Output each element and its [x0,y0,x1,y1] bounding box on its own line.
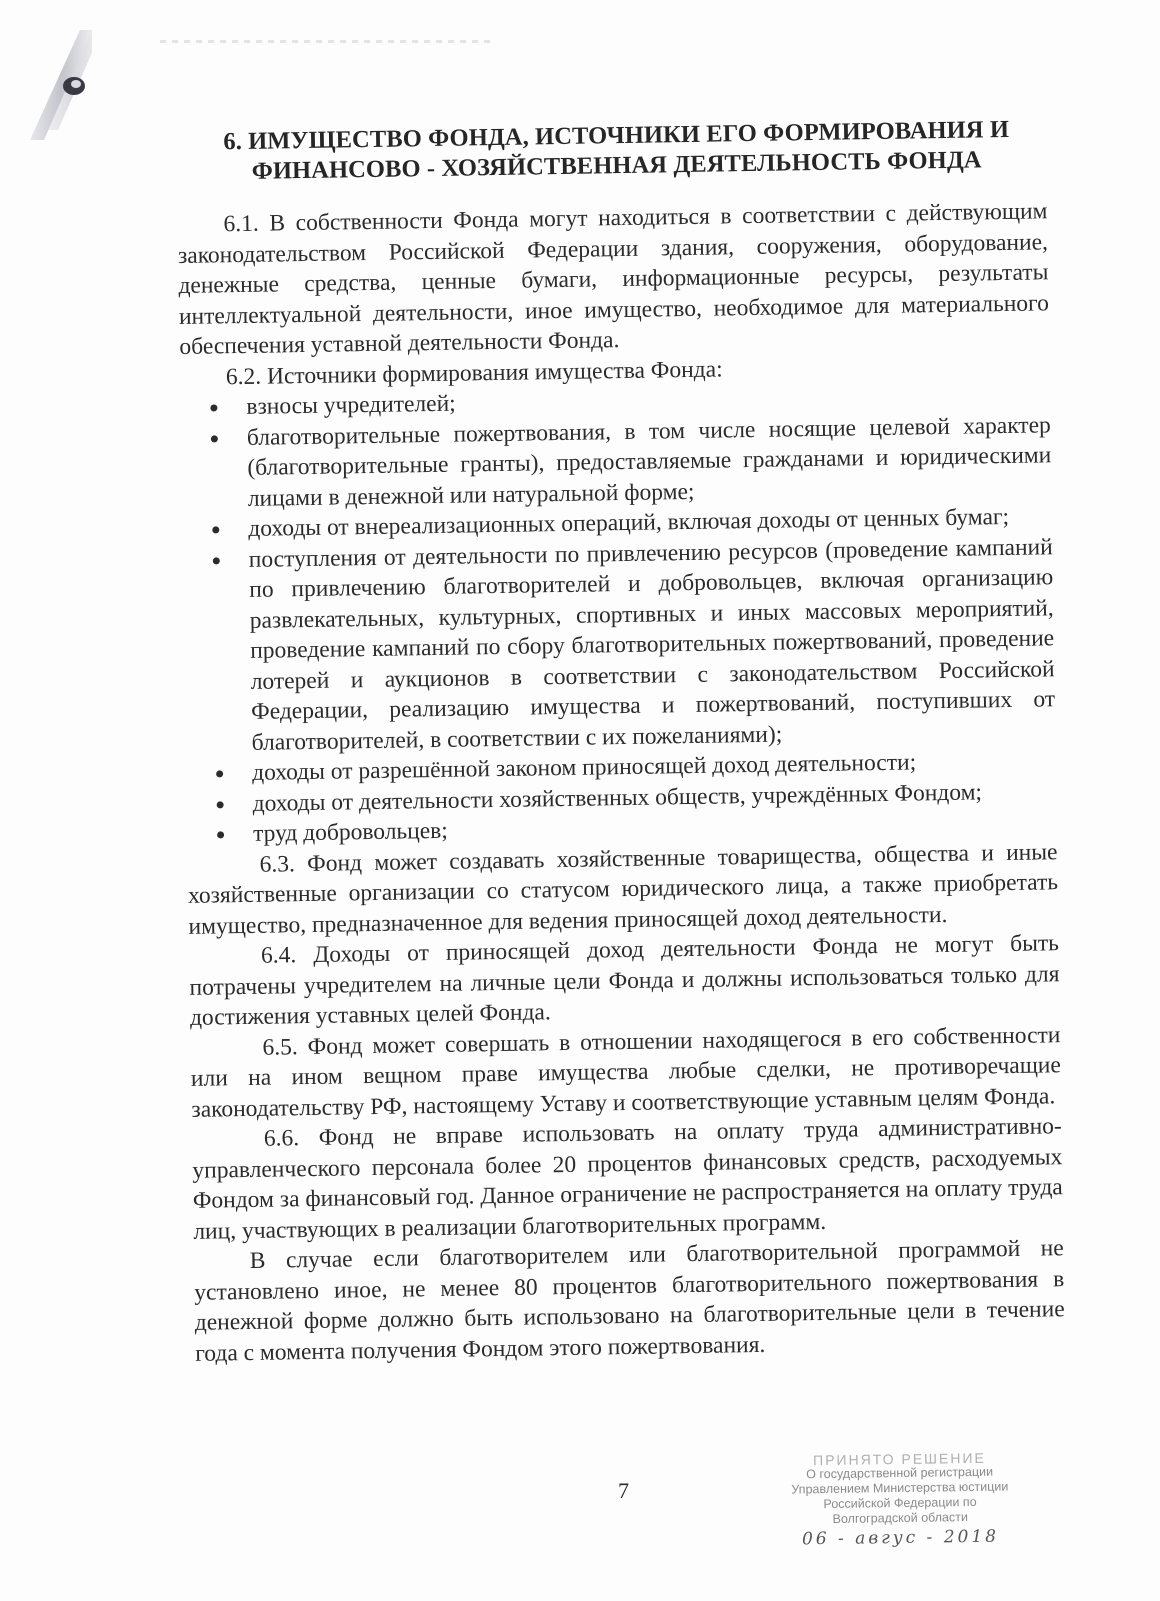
list-item-text: доходы от деятельности хозяйственных обществ, учреждённых Фондом; [252,778,983,817]
list-item-text: доходы от разрешённой законом приносящей доход деятельности; [251,749,917,786]
stamp-heading: ПРИНЯТО РЕШЕНИЕ [812,1449,986,1469]
stamp-line: О государственной регистрации [806,1464,994,1482]
clause-6-6: 6.6. Фонд не вправе использовать на оплату труда административно-управленческого персонала более 20 процентов финансовых средств, расходуемых Фондом за финансовый год. Данное ограничение не распространяется на оплату труда лиц, участвующих в реализации благотворительных программ. [192,1113,1063,1245]
clause-6-6-continuation: В случае если благотворителем или благотворительной программой не установлено иное, не менее 80 процентов благотворительного пожертвования в денежной форме должно быть использовано на благотворительные цели в течение года с момента получения Фондом этого пожертвования. [194,1235,1065,1367]
clause-6-4: 6.4. Доходы от приносящей доход деятельности Фонда не могут быть потрачены учредителем на личные цели Фонда и должны использоваться только для достижения уставных целей Фонда. [189,930,1060,1031]
bullet-icon [216,770,223,777]
page-number: 7 [618,1478,629,1503]
handwritten-date: 06 - авгус - 2018 [801,1526,1000,1550]
list-item-text: труд добровольцев; [252,817,448,847]
list-item-text: благотворительные пожертвования, в том числе носящие целевой характер (благотворительные гранты), предоставляемые гражданами и юридическими лицами в денежной или натуральной форме; [246,411,1052,512]
section-title-line-2: ФИНАНСОВО - ХОЗЯЙСТВЕННАЯ ДЕЯТЕЛЬНОСТЬ ФОНДА [251,146,982,185]
bullet-icon [210,404,217,411]
list-item-text: взносы учредителей; [246,390,456,420]
list-item-text: поступления от деятельности по привлечению ресурсов (проведение кампаний по привлечению благотворителей и добровольцев, включая организацию развлекательных, культурных, спортивных и иных массовых мероприятий, проведение кампаний по сбору благотворительных пожертвований, проведение лотерей и аукционов в соответствии с законодательством Российской Федерации, реализацию имущества и пожертвований, поступивших от благотворителей, в соответствии с их пожеланиями); [248,533,1056,756]
clause-6-5: 6.5. Фонд может совершать в отношении находящегося в его собственности или на ином вещном праве имущества любые сделки, не противоречащие законодательству РФ, настоящему Уставу и соответствующие уставным целям Фонда. [190,1021,1062,1123]
stamp-line: Волгоградской области [832,1510,968,1526]
list-item [211,410,1052,515]
document-body [176,114,1065,1369]
sources-list [180,379,1057,850]
clause-6-1: 6.1. В собственности Фонда могут находиться в соответствии с действующим законодательством Российской Федерации здания, сооружения, оборудование, денежные средства, ценные бумаги, информационные ресурсы, результаты интеллектуальной деятельности, иное имущество, необходимое для материального обеспечения уставной деятельности Фонда. [177,198,1050,360]
list-item-text: доходы от внереализационных операций, включая доходы от ценных бумаг; [248,503,1010,542]
list-item [213,532,1056,759]
bullet-icon [212,526,219,533]
clause-6-2-intro: 6.2. Источники формирования имущества Фонда: [225,355,723,390]
registration-stamp [744,1450,1055,1550]
bullet-icon [211,435,218,442]
section-title-line-1: 6. ИМУЩЕСТВО ФОНДА, ИСТОЧНИКИ ЕГО ФОРМИРОВАНИЯ И [223,115,1010,156]
bullet-icon [217,801,224,808]
bullet-icon [217,831,224,838]
stamp-line: Российской Федерации по [823,1494,977,1512]
bullet-icon [213,557,220,564]
binding-thread-icon [22,30,92,140]
section-title [186,114,1047,188]
scan-artifact-dots [160,40,490,43]
clause-6-3: 6.3. Фонд может создавать хозяйственные товарищества, общества и иные хозяйственные организации со статусом юридического лица, а также приобретать имущество, предназначенное для ведения приносящей доход деятельности. [187,838,1059,940]
stamp-line: Управлением Министерства юстиции [791,1479,1009,1497]
